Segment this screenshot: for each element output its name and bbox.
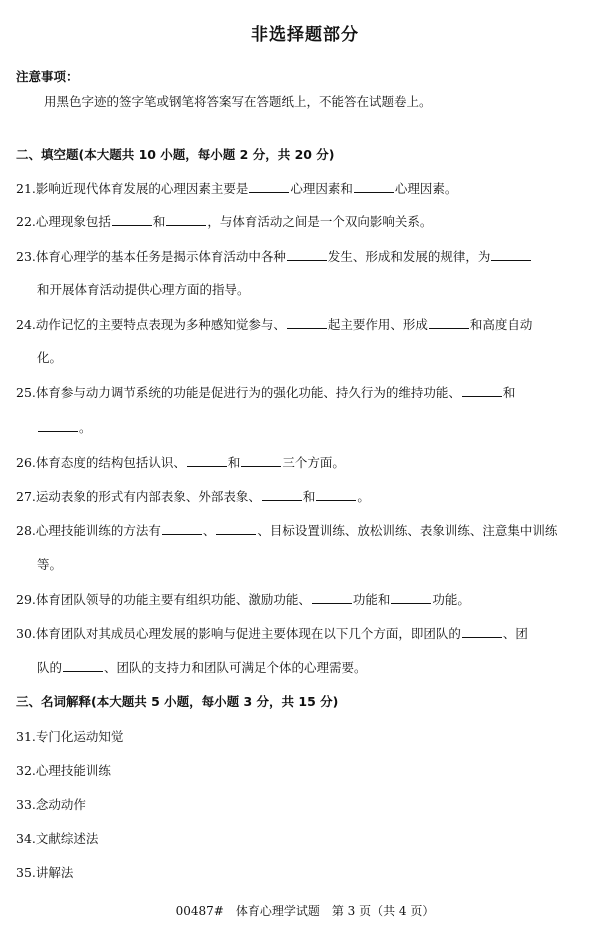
question-text: 和 (502, 385, 516, 400)
answer-blank (429, 317, 469, 329)
question-text: 起主要作用、形成 (327, 317, 428, 332)
answer-blank (287, 249, 327, 261)
term-item: 34.文献综述法 (16, 831, 99, 846)
notice-body: 用黑色字迹的签字笔或钢笔将答案写在答题纸上，不能答在试题卷上。 (44, 94, 432, 109)
question-text: 功能和 (352, 592, 391, 607)
question-text: 25.体育参与动力调节系统的功能是促进行为的强化功能、持久行为的维持功能、 (16, 385, 461, 400)
answer-blank (241, 455, 281, 467)
answer-blank (491, 249, 531, 261)
section-2-heading: 二、填空题(本大题共 10 小题，每小题 2 分，共 20 分) (16, 147, 335, 162)
question-26 (16, 453, 345, 471)
question-text: 和高度自动 (469, 317, 533, 332)
question-29 (16, 590, 470, 608)
question-text: 、 (202, 523, 216, 538)
question-24 (16, 315, 532, 333)
answer-blank (162, 523, 202, 535)
question-text: 28.心理技能训练的方法有 (16, 523, 161, 538)
question-28-continued: 等。 (37, 557, 63, 572)
answer-blank (166, 214, 206, 226)
question-text: 。 (357, 489, 370, 504)
question-text: 和 (152, 214, 166, 229)
question-text: 26.体育态度的结构包括认识、 (16, 455, 186, 470)
question-text: 30.体育团队对其成员心理发展的影响与促进主要体现在以下几个方面，即团队的 (16, 626, 461, 641)
term-item: 32.心理技能训练 (16, 763, 111, 778)
question-text: 21.影响近现代体育发展的心理因素主要是 (16, 181, 249, 196)
question-30 (16, 624, 528, 642)
answer-blank (391, 592, 431, 604)
question-24-continued: 化。 (37, 350, 63, 365)
question-text: 24.动作记忆的主要特点表现为多种感知觉参与、 (16, 317, 286, 332)
answer-blank (354, 181, 394, 193)
answer-blank (249, 181, 289, 193)
question-28 (16, 521, 557, 539)
answer-blank (287, 317, 327, 329)
question-text: 27.运动表象的形式有内部表象、外部表象、 (16, 489, 261, 504)
question-25-continued (37, 418, 92, 436)
question-text: 、团队的支持力和团队可满足个体的心理需要。 (104, 660, 367, 675)
term-item: 35.讲解法 (16, 865, 74, 880)
question-text: 队的 (37, 660, 63, 675)
answer-blank (63, 660, 103, 672)
term-item: 33.念动动作 (16, 797, 86, 812)
question-text: 和 (302, 489, 316, 504)
question-text: 29.体育团队领导的功能主要有组织功能、激励功能、 (16, 592, 311, 607)
page-footer: 00487# 体育心理学试题 第 3 页（共 4 页） (175, 904, 435, 918)
question-text: 、团 (502, 626, 528, 641)
answer-blank (112, 214, 152, 226)
answer-blank (462, 385, 502, 397)
question-27 (16, 487, 370, 505)
question-text: ，与体育活动之间是一个双向影响关系。 (207, 214, 433, 229)
question-text: 和 (227, 455, 241, 470)
answer-blank (216, 523, 256, 535)
answer-blank (462, 626, 502, 638)
answer-blank (38, 420, 78, 432)
question-text: 心理因素和 (290, 181, 353, 196)
term-item: 31.专门化运动知觉 (16, 729, 124, 744)
question-23-continued: 和开展体育活动提供心理方面的指导。 (37, 282, 250, 297)
question-text: 。 (79, 420, 92, 435)
section-3-heading: 三、名词解释(本大题共 5 小题，每小题 3 分，共 15 分) (16, 694, 339, 709)
question-text: 心理因素。 (394, 181, 458, 196)
question-21 (16, 179, 457, 197)
question-22 (16, 212, 432, 230)
answer-blank (262, 489, 302, 501)
answer-blank (312, 592, 352, 604)
question-text: 、目标设置训练、放松训练、表象训练、注意集中训练 (257, 523, 558, 538)
answer-blank (316, 489, 356, 501)
question-30-continued (37, 658, 367, 676)
question-text: 22.心理现象包括 (16, 214, 111, 229)
question-text: 三个方面。 (282, 455, 345, 470)
answer-blank (187, 455, 227, 467)
question-text: 功能。 (432, 592, 470, 607)
question-text: 23.体育心理学的基本任务是揭示体育活动中各种 (16, 249, 286, 264)
question-25 (16, 383, 515, 401)
page-title: 非选择题部分 (251, 25, 359, 45)
question-23 (16, 247, 532, 265)
notice-heading: 注意事项： (16, 69, 79, 84)
question-text: 发生、形成和发展的规律，为 (327, 249, 491, 264)
